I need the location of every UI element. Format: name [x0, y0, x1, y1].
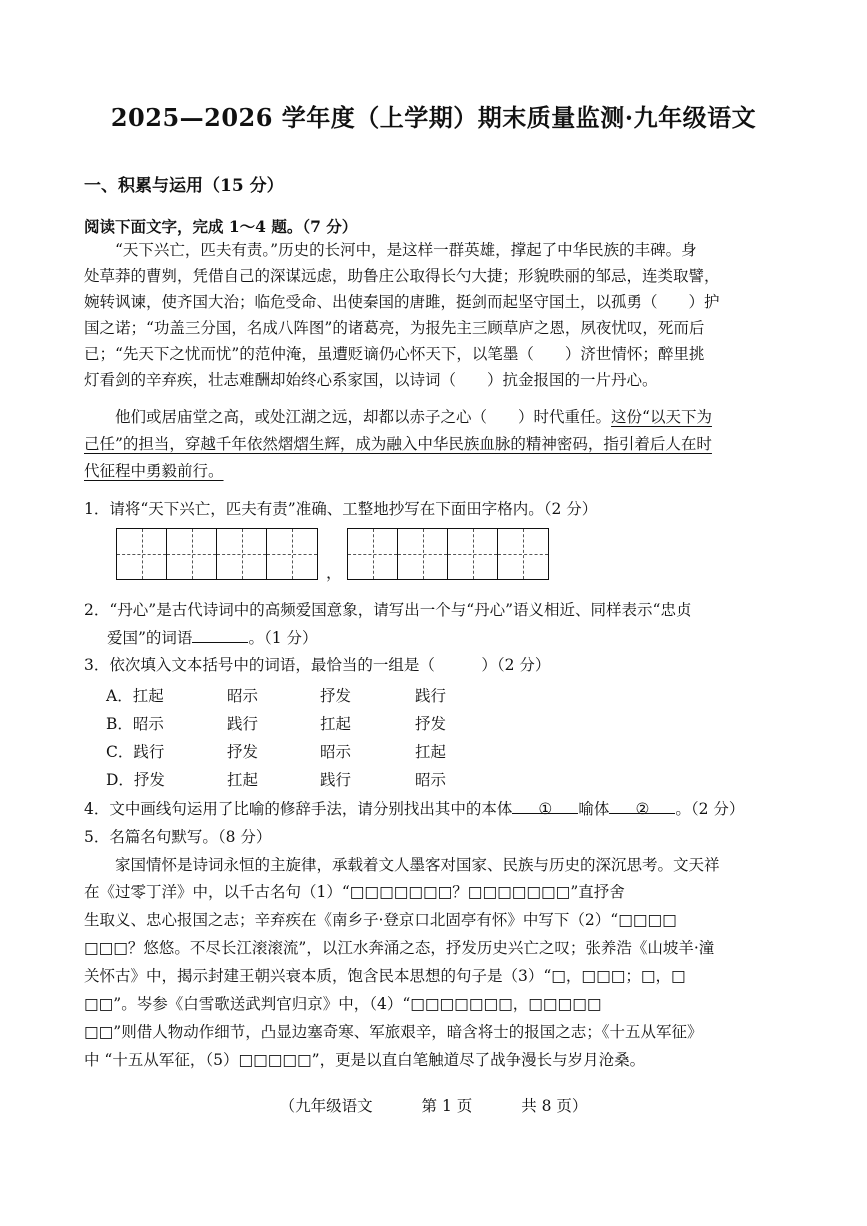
grid-comma: ， [326, 563, 343, 582]
grid-cell[interactable] [217, 529, 267, 579]
q5-line: 关怀古》中，揭示封建王朝兴衰本质，饱含民本思想的句子是（3）“□，□□□；□，□ [84, 967, 686, 985]
grid-cell[interactable] [498, 529, 548, 579]
footer-total: 共 8 页） [521, 1097, 588, 1115]
option-word: 扛起 [415, 743, 447, 761]
option-word: 扛起 [320, 715, 352, 733]
option-c[interactable]: C．践行 [106, 743, 165, 761]
question-2: 2．“丹心”是古代诗词中的高频爱国意象，请写出一个与“丹心”语义相近、同样表示“忠贞 [84, 601, 692, 619]
passage-line: 处草莽的曹刿，凭借自己的深谋远虑，助鲁庄公取得长勺大捷；形貌昳丽的邹忌，连类取譬， [84, 267, 720, 285]
writing-grid-left[interactable] [116, 528, 318, 580]
q5-line: □□□？悠悠。不尽长江滚滚流”，以江水奔涌之态，抒发历史兴亡之叹；张养浩《山坡羊·潼 [84, 939, 715, 957]
writing-grid-right[interactable] [347, 528, 549, 580]
q5-line: 生取义、忠心报国之志；辛弃疾在《南乡子·登京口北固亭有怀》中写下（2）“□□□□ [84, 911, 677, 929]
passage-line: 国之诺；“功盖三分国，名成八阵图”的诸葛亮，为报先主三顾草庐之恩，夙夜忧叹，死而后 [84, 319, 705, 337]
exam-title: 2025—2026 学年度（上学期）期末质量监测·九年级语文 [110, 103, 757, 132]
q2-text: 爱国”的词语 [107, 629, 193, 647]
option-word: 抒发 [320, 687, 352, 705]
passage-line: 已；“先天下之忧而忧”的范仲淹，虽遭贬谪仍心怀天下，以笔墨（ ）济世情怀；醉里挑 [84, 345, 705, 363]
q5-line: □□”则借人物动作细节，凸显边塞奇寒、军旅艰辛，暗含将士的报国之志；《十五从军征》 [84, 1023, 703, 1041]
q5-line: 家国情怀是诗词永恒的主旋律，承载着文人墨客对国家、民族与历史的深沉思考。文天祥 [115, 856, 720, 874]
grid-cell[interactable] [167, 529, 217, 579]
q5-line: 中 “十五从军征，（5）□□□□□”，更是以直白笔触道尽了战争漫长与岁月沧桑。 [84, 1051, 646, 1069]
q2-score: 。（1 分） [248, 629, 318, 647]
underlined-sentence: 这份“以天下为 [611, 408, 712, 426]
q4-text: 4．文中画线句运用了比喻的修辞手法，请分别找出其中的本体 [84, 800, 513, 818]
option-b[interactable]: B．昭示 [106, 715, 164, 733]
section-heading: 一、积累与运用（15 分） [84, 176, 284, 196]
question-4 [84, 795, 784, 823]
option-word: 昭示 [320, 743, 352, 761]
question-2-cont [84, 624, 784, 652]
option-word: 扛起 [227, 771, 259, 789]
q4-score: 。（2 分） [675, 800, 745, 818]
option-word: 践行 [227, 715, 259, 733]
question-1: 1．请将“天下兴亡，匹夫有责”准确、工整地抄写在下面田字格内。（2 分） [84, 500, 598, 518]
reading-intro: 阅读下面文字，完成 1～4 题。（7 分） [84, 217, 358, 236]
option-word: 昭示 [415, 771, 447, 789]
footer-subject: （九年级语文 [279, 1097, 373, 1115]
option-a[interactable]: A．扛起 [106, 687, 164, 705]
question-3: 3．依次填入文本括号中的词语，最恰当的一组是（ ）（2 分） [84, 656, 551, 674]
option-word: 昭示 [227, 687, 259, 705]
passage-line: “天下兴亡，匹夫有责。”历史的长河中，是这样一群英雄，撑起了中华民族的丰碑。身 [115, 241, 697, 259]
answer-blank-2[interactable]: ② [609, 795, 675, 814]
page-footer [0, 1094, 867, 1116]
grid-cell[interactable] [117, 529, 167, 579]
passage-line: 灯看剑的辛弃疾，壮志难酬却始终心系家国，以诗词（ ）抗金报国的一片丹心。 [84, 371, 658, 389]
answer-blank[interactable] [192, 624, 248, 643]
option-word: 践行 [415, 687, 447, 705]
option-word: 践行 [320, 771, 352, 789]
option-word: 抒发 [415, 715, 447, 733]
question-5: 5．名篇名句默写。（8 分） [84, 828, 272, 846]
q5-line: □□”。岑参《白雪歌送武判官归京》中，（4）“□□□□□□□，□□□□□ [84, 995, 602, 1013]
option-d[interactable]: D．抒发 [106, 771, 165, 789]
passage-text: 他们或居庙堂之高，或处江湖之远，却都以赤子之心（ ）时代重任。 [115, 408, 612, 426]
grid-cell[interactable] [348, 529, 398, 579]
q5-line: 在《过零丁洋》中，以千古名句（1）“□□□□□□□？□□□□□□□”直抒舍 [84, 883, 625, 901]
underlined-sentence: 代征程中勇毅前行。 [84, 462, 224, 480]
grid-cell[interactable] [398, 529, 448, 579]
answer-blank-1[interactable]: ① [512, 795, 578, 814]
grid-cell[interactable] [267, 529, 317, 579]
q4-text: 喻体 [578, 800, 610, 818]
underlined-sentence: 己任”的担当，穿越千年依然熠熠生辉，成为融入中华民族血脉的精神密码，指引着后人在时 [84, 435, 712, 453]
grid-cell[interactable] [448, 529, 498, 579]
passage-line [84, 403, 784, 431]
footer-page: 第 1 页 [421, 1097, 473, 1115]
passage-line: 婉转讽谏，使齐国大治；临危受命、出使秦国的唐雎，挺剑而起坚守国土，以孤勇（ ）护 [84, 293, 720, 311]
option-word: 抒发 [227, 743, 259, 761]
